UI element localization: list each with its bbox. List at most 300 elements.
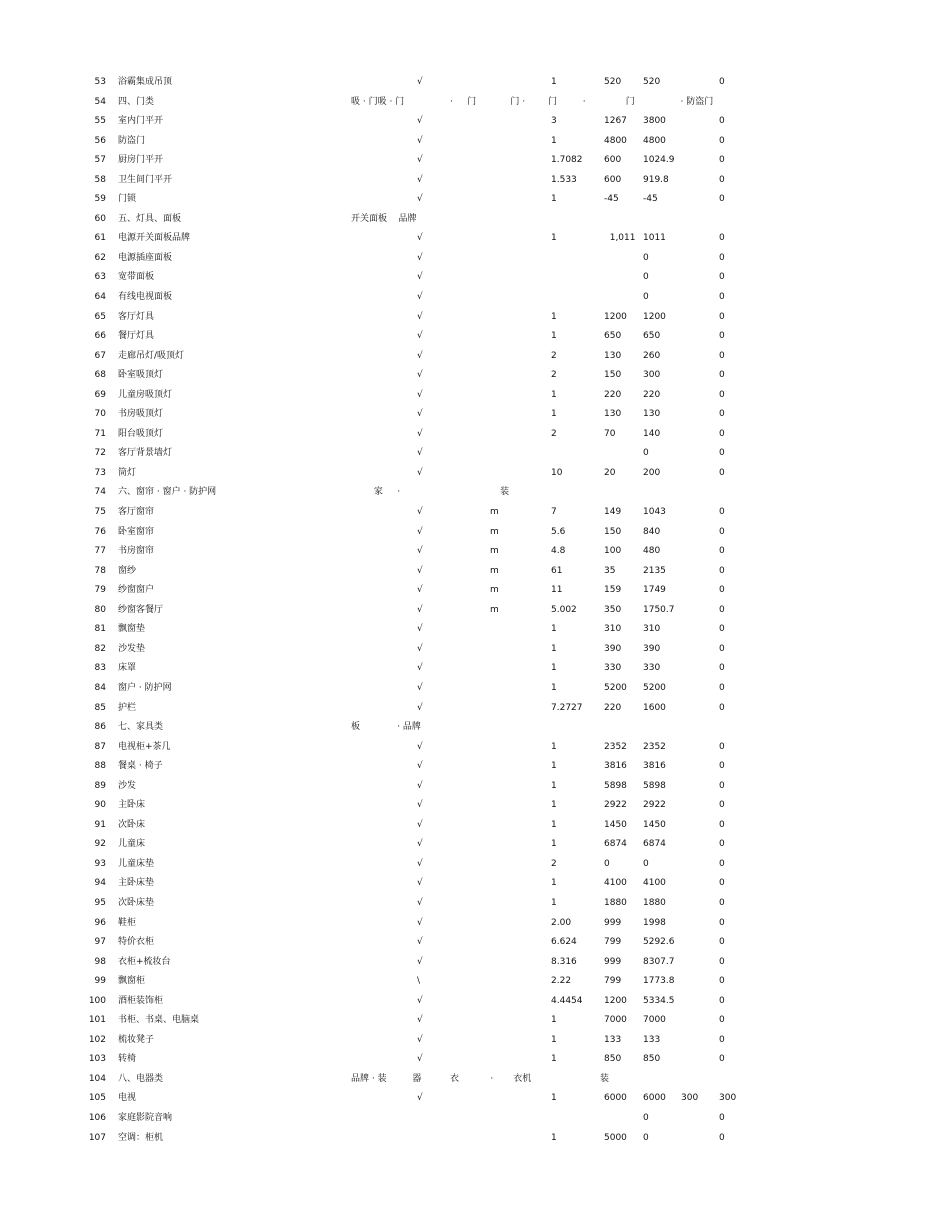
brand-note: 吸 · 门吸 · 门 · 门 门 · 门 · 门 · 防盗门 [351, 96, 714, 107]
row-index: 57 [94, 155, 106, 166]
table-row [0, 679, 950, 699]
row-index: 79 [94, 585, 106, 596]
total-cell: 520 [643, 77, 661, 87]
check-mark: √ [417, 546, 423, 557]
check-mark: √ [417, 350, 423, 361]
unit-price-cell: 520 [604, 77, 622, 87]
check-mark: √ [417, 761, 423, 772]
check-mark: √ [417, 389, 423, 400]
item-name: 主卧床垫 [118, 878, 155, 889]
item-name: 转椅 [118, 1054, 137, 1065]
check-mark: √ [417, 702, 423, 713]
table-row [0, 93, 950, 113]
table-row [0, 562, 950, 582]
last-cell: 0 [719, 311, 725, 322]
total-cell: 3800 [643, 116, 666, 127]
row-index: 70 [94, 409, 106, 420]
last-cell: 0 [719, 233, 725, 244]
last-cell: 0 [719, 624, 725, 635]
total-cell: 2922 [643, 800, 666, 811]
last-cell: 0 [719, 155, 725, 166]
quantity-cell: 1 [551, 624, 557, 635]
quantity-cell: 4.4454 [551, 995, 583, 1006]
row-index: 91 [94, 819, 106, 830]
row-index: 69 [94, 389, 106, 400]
item-name: 筒灯 [118, 467, 137, 478]
item-name: 电源开关面板品牌 [118, 233, 191, 244]
check-mark: √ [417, 428, 423, 439]
last-cell: 0 [719, 897, 725, 908]
item-name: 飘窗柜 [118, 976, 146, 987]
row-index: 72 [94, 448, 106, 459]
table-row [0, 1011, 950, 1031]
total-cell: 5200 [643, 682, 666, 693]
last-cell: 0 [719, 643, 725, 654]
unit-price-cell: 1,011 [604, 233, 636, 244]
last-cell: 0 [719, 546, 725, 557]
check-mark: √ [417, 917, 423, 928]
unit-price-cell: 150 [604, 370, 622, 381]
table-row [0, 347, 950, 367]
unit-cell: m [490, 526, 499, 537]
row-index: 63 [94, 272, 106, 283]
total-cell: 480 [643, 546, 661, 557]
unit-price-cell: 2922 [604, 800, 627, 811]
last-cell: 300 [719, 1093, 737, 1104]
table-row [0, 523, 950, 543]
total-cell: 4800 [643, 135, 666, 146]
check-mark: √ [417, 116, 423, 127]
quantity-cell: 1 [551, 741, 557, 752]
check-mark: √ [417, 800, 423, 811]
total-cell: 4100 [643, 878, 666, 889]
row-index: 94 [94, 878, 106, 889]
row-index: 68 [94, 370, 106, 381]
row-index: 54 [94, 96, 106, 107]
last-cell: 0 [719, 917, 725, 928]
last-cell: 0 [719, 976, 725, 987]
table-row [0, 190, 950, 210]
item-name: 走廊吊灯/吸顶灯 [118, 350, 185, 361]
last-cell: 0 [719, 1132, 725, 1143]
total-cell: 200 [643, 467, 661, 478]
check-mark: √ [417, 272, 423, 283]
total-cell: 133 [643, 1034, 661, 1045]
item-name: 电视 [118, 1093, 137, 1104]
row-index: 97 [94, 937, 106, 948]
total-cell: 220 [643, 389, 661, 400]
check-mark: √ [417, 878, 423, 889]
total-cell: 0 [643, 858, 649, 869]
check-mark: √ [417, 155, 423, 166]
last-cell: 0 [719, 174, 725, 185]
total-cell: 2352 [643, 741, 666, 752]
unit-price-cell: 330 [604, 663, 622, 674]
quantity-cell: 2 [551, 858, 557, 869]
last-cell: 0 [719, 409, 725, 420]
quantity-cell: 1 [551, 800, 557, 811]
table-row [0, 1109, 950, 1129]
check-mark: √ [417, 467, 423, 478]
item-name: 五、灯具、面板 [118, 213, 182, 224]
unit-price-cell: 5898 [604, 780, 627, 791]
last-cell: 0 [719, 331, 725, 342]
total-cell: 0 [643, 1112, 649, 1123]
item-name: 卫生间门平开 [118, 174, 173, 185]
item-name: 厨房门平开 [118, 155, 164, 166]
last-cell: 0 [719, 780, 725, 791]
unit-price-cell: -45 [604, 194, 619, 205]
unit-price-cell: 130 [604, 409, 622, 420]
total-cell: 0 [643, 272, 649, 283]
last-cell: 0 [719, 350, 725, 361]
last-cell: 0 [719, 526, 725, 537]
check-mark: √ [417, 819, 423, 830]
check-mark: √ [417, 233, 423, 244]
quantity-cell: 1 [551, 1034, 557, 1045]
check-mark: √ [417, 604, 423, 615]
quantity-cell: 8.316 [551, 956, 577, 967]
table-row [0, 151, 950, 171]
quantity-cell: 2 [551, 370, 557, 381]
table-row [0, 620, 950, 640]
item-name: 儿童床垫 [118, 858, 155, 869]
last-cell: 0 [719, 819, 725, 830]
quantity-cell: 1 [551, 331, 557, 342]
row-index: 96 [94, 917, 106, 928]
unit-price-cell: 6000 [604, 1093, 627, 1104]
total-cell: 5898 [643, 780, 666, 791]
table-row [0, 1129, 950, 1149]
unit-price-cell: 5200 [604, 682, 627, 693]
row-index: 66 [94, 331, 106, 342]
quantity-cell: 1 [551, 878, 557, 889]
quantity-cell: 11 [551, 585, 563, 596]
row-index: 55 [94, 116, 106, 127]
quantity-cell: 4.8 [551, 546, 566, 557]
table-row [0, 503, 950, 523]
row-index: 87 [94, 741, 106, 752]
table-row [0, 249, 950, 269]
unit-price-cell: 220 [604, 702, 622, 713]
unit-price-cell: 20 [604, 467, 616, 478]
row-index: 101 [88, 1015, 106, 1026]
table-row [0, 464, 950, 484]
brand-note: 家 · 装 [351, 487, 510, 498]
total-cell: 7000 [643, 1015, 666, 1026]
total-cell: 6000 [643, 1093, 666, 1104]
unit-price-cell: 350 [604, 604, 622, 615]
total-cell: 0 [643, 252, 649, 263]
last-cell: 0 [719, 663, 725, 674]
table-row [0, 738, 950, 758]
quantity-cell: 3 [551, 116, 557, 127]
check-mark: √ [417, 995, 423, 1006]
last-cell: 0 [719, 1015, 725, 1026]
check-mark: √ [417, 194, 423, 205]
total-cell: 260 [643, 350, 661, 361]
item-name: 八、电器类 [118, 1073, 164, 1084]
total-cell: 8307.7 [643, 956, 675, 967]
unit-price-cell: 1200 [604, 995, 627, 1006]
quantity-cell: 10 [551, 467, 563, 478]
table-row [0, 229, 950, 249]
unit-price-cell: 5000 [604, 1132, 627, 1143]
last-cell: 0 [719, 585, 725, 596]
item-name: 卧室吸顶灯 [118, 370, 164, 381]
check-mark: √ [417, 624, 423, 635]
check-mark: √ [417, 370, 423, 381]
last-cell: 0 [719, 995, 725, 1006]
last-cell: 0 [719, 682, 725, 693]
quantity-cell: 5.6 [551, 526, 566, 537]
quantity-cell: 6.624 [551, 937, 577, 948]
row-index: 60 [94, 213, 106, 224]
table-row [0, 914, 950, 934]
check-mark: √ [417, 663, 423, 674]
table-row [0, 718, 950, 738]
last-cell: 0 [719, 252, 725, 263]
last-cell: 0 [719, 428, 725, 439]
row-index: 67 [94, 350, 106, 361]
quantity-cell: 1 [551, 897, 557, 908]
last-cell: 0 [719, 116, 725, 127]
check-mark: √ [417, 1054, 423, 1065]
item-name: 儿童房吸顶灯 [118, 389, 173, 400]
unit-price-cell: 600 [604, 174, 622, 185]
item-name: 儿童床 [118, 839, 146, 850]
quantity-cell: 1 [551, 1093, 557, 1104]
check-mark: √ [417, 858, 423, 869]
row-index: 62 [94, 252, 106, 263]
total-cell: 130 [643, 409, 661, 420]
table-row [0, 1050, 950, 1070]
last-cell: 0 [719, 1034, 725, 1045]
item-name: 客厅灯具 [118, 311, 155, 322]
item-name: 餐厅灯具 [118, 331, 155, 342]
row-index: 80 [94, 604, 106, 615]
row-index: 73 [94, 467, 106, 478]
row-index: 65 [94, 311, 106, 322]
row-index: 106 [88, 1112, 106, 1123]
brand-note: 开关面板 品牌 [351, 213, 417, 224]
total-cell: 1043 [643, 507, 666, 518]
row-index: 100 [88, 995, 106, 1006]
quantity-cell: 1 [551, 311, 557, 322]
unit-cell: m [490, 585, 499, 596]
row-index: 92 [94, 839, 106, 850]
check-mark: √ [417, 956, 423, 967]
table-row [0, 874, 950, 894]
item-name: 纱窗窗户 [118, 585, 155, 596]
total-cell: 1024.9 [643, 155, 675, 166]
unit-price-cell: 1880 [604, 897, 627, 908]
quantity-cell: 2.22 [551, 976, 572, 987]
row-index: 89 [94, 780, 106, 791]
item-name: 六、窗帘 · 窗户 · 防护网 [118, 487, 217, 498]
item-name: 窗纱 [118, 565, 137, 576]
last-cell: 0 [719, 702, 725, 713]
item-name: 鞋柜 [118, 917, 137, 928]
item-name: 空调：柜机 [118, 1132, 164, 1143]
unit-price-cell: 1450 [604, 819, 627, 830]
unit-price-cell: 600 [604, 155, 622, 166]
quantity-cell: 1.7082 [551, 155, 583, 166]
unit-price-cell: 850 [604, 1054, 622, 1065]
unit-price-cell: 130 [604, 350, 622, 361]
unit-price-cell: 799 [604, 937, 622, 948]
item-name: 电源插座面板 [118, 252, 173, 263]
last-cell: 0 [719, 1112, 725, 1123]
total-cell: 1600 [643, 702, 666, 713]
last-cell: 0 [719, 565, 725, 576]
unit-price-cell: 7000 [604, 1015, 627, 1026]
last-cell: 0 [719, 741, 725, 752]
total-cell: 650 [643, 331, 661, 342]
table-row [0, 268, 950, 288]
row-index: 53 [94, 77, 106, 87]
check-mark: √ [417, 565, 423, 576]
table-row [0, 1070, 950, 1090]
item-name: 沙发 [118, 780, 137, 791]
item-name: 防盗门 [118, 135, 146, 146]
unit-price-cell: 159 [604, 585, 622, 596]
row-index: 85 [94, 702, 106, 713]
table-row [0, 601, 950, 621]
check-mark: √ [417, 409, 423, 420]
check-mark: √ [417, 526, 423, 537]
quantity-cell: 5.002 [551, 604, 577, 615]
total-cell: 1998 [643, 917, 666, 928]
item-name: 窗户 · 防护网 [118, 682, 172, 693]
item-name: 飘窗垫 [118, 624, 146, 635]
check-mark: √ [417, 135, 423, 146]
item-name: 餐桌 · 椅子 [118, 761, 163, 772]
quantity-cell: 1 [551, 194, 557, 205]
row-index: 98 [94, 956, 106, 967]
item-name: 衣柜+梳妆台 [118, 956, 171, 967]
table-row [0, 992, 950, 1012]
quantity-cell: 1 [551, 780, 557, 791]
check-mark: √ [417, 252, 423, 263]
unit-price-cell: 999 [604, 917, 622, 928]
table-row [0, 699, 950, 719]
item-name: 护栏 [118, 702, 137, 713]
quantity-cell: 2.00 [551, 917, 572, 928]
row-index: 86 [94, 722, 106, 733]
check-mark: √ [417, 507, 423, 518]
check-mark: √ [417, 331, 423, 342]
total-cell: -45 [643, 194, 658, 205]
table-row [0, 796, 950, 816]
table-row [0, 777, 950, 797]
table-row [0, 640, 950, 660]
row-index: 102 [88, 1034, 106, 1045]
total-cell: 140 [643, 428, 661, 439]
quantity-cell: 1 [551, 761, 557, 772]
quantity-cell: 1 [551, 819, 557, 830]
quantity-cell: 1 [551, 77, 557, 87]
unit-price-cell: 100 [604, 546, 622, 557]
item-name: 家庭影院音响 [118, 1112, 173, 1123]
unit-price-cell: 133 [604, 1034, 622, 1045]
last-cell: 0 [719, 878, 725, 889]
last-cell: 0 [719, 800, 725, 811]
last-cell: 0 [719, 937, 725, 948]
item-name: 门锁 [118, 194, 137, 205]
row-index: 83 [94, 663, 106, 674]
check-mark: √ [417, 77, 423, 87]
table-row [0, 112, 950, 132]
unit-price-cell: 4100 [604, 878, 627, 889]
table-row [0, 894, 950, 914]
check-mark: √ [417, 448, 423, 459]
total-cell: 1749 [643, 585, 666, 596]
total-cell: 310 [643, 624, 661, 635]
last-cell: 0 [719, 448, 725, 459]
last-cell: 0 [719, 604, 725, 615]
table-row [0, 171, 950, 191]
row-index: 75 [94, 507, 106, 518]
item-name: 室内门平开 [118, 116, 164, 127]
last-cell: 0 [719, 194, 725, 205]
row-index: 77 [94, 546, 106, 557]
unit-price-cell: 2352 [604, 741, 627, 752]
row-index: 81 [94, 624, 106, 635]
table-row [0, 366, 950, 386]
table-row [0, 581, 950, 601]
item-name: 沙发垫 [118, 643, 146, 654]
last-cell: 0 [719, 956, 725, 967]
total-cell: 300 [643, 370, 661, 381]
last-cell: 0 [719, 77, 725, 87]
total-cell: 1750.7 [643, 604, 675, 615]
last-cell: 0 [719, 858, 725, 869]
row-index: 104 [88, 1073, 106, 1084]
item-name: 纱窗客餐厅 [118, 604, 164, 615]
last-cell: 0 [719, 389, 725, 400]
total-cell: 5334.5 [643, 995, 675, 1006]
unit-price-cell: 6874 [604, 839, 627, 850]
quantity-cell: 1 [551, 682, 557, 693]
table-row [0, 933, 950, 953]
check-mark: √ [417, 780, 423, 791]
row-index: 84 [94, 682, 106, 693]
unit-price-cell: 220 [604, 389, 622, 400]
total-cell: 840 [643, 526, 661, 537]
last-cell: 0 [719, 370, 725, 381]
quantity-cell: 2 [551, 350, 557, 361]
unit-price-cell: 35 [604, 565, 616, 576]
quantity-cell: 1 [551, 643, 557, 654]
quantity-cell: 1 [551, 839, 557, 850]
row-index: 88 [94, 761, 106, 772]
unit-cell: m [490, 507, 499, 518]
item-name: 书柜、书桌、电脑桌 [118, 1015, 200, 1026]
row-index: 71 [94, 428, 106, 439]
total-cell: 3816 [643, 761, 666, 772]
table-row [0, 659, 950, 679]
unit-price-cell: 390 [604, 643, 622, 654]
row-index: 93 [94, 858, 106, 869]
table-row [0, 1089, 950, 1109]
row-index: 58 [94, 174, 106, 185]
unit-cell: m [490, 565, 499, 576]
total-cell: 5292.6 [643, 937, 675, 948]
table-row [0, 855, 950, 875]
quantity-cell: 1 [551, 135, 557, 146]
item-name: 有线电视面板 [118, 292, 173, 303]
